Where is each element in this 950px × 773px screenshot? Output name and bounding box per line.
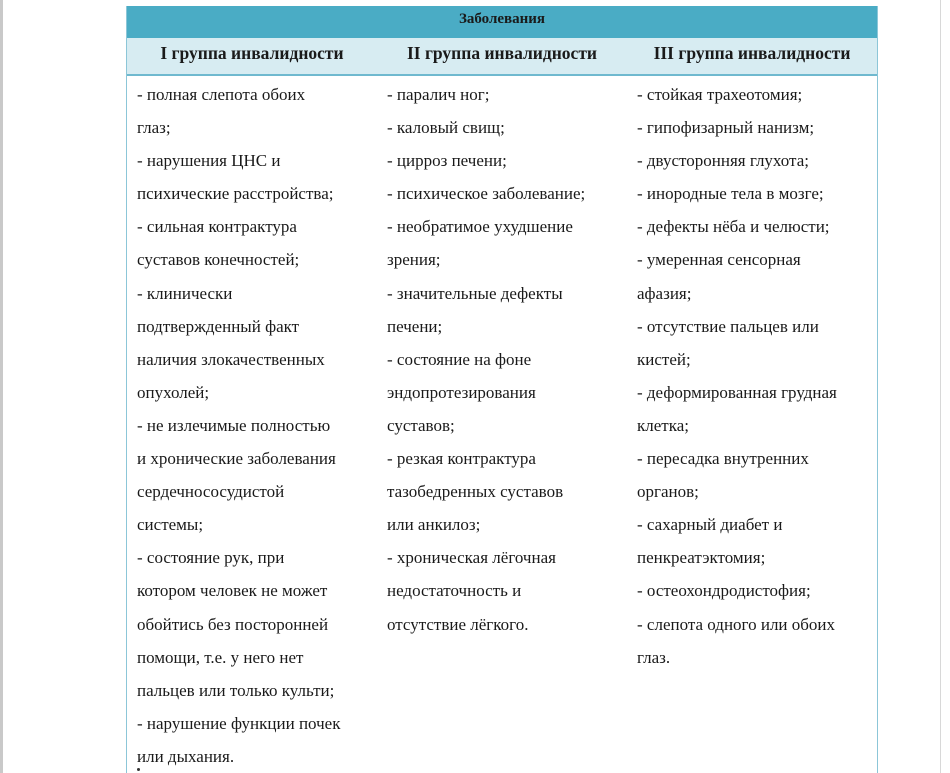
cell-line: котором человек не может [137,581,328,601]
header-group-3: III группа инвалидности [653,43,851,63]
cell-line: глаз; [137,118,171,138]
right-page-edge [940,0,941,773]
cell-line: и хронические заболевания [137,449,336,469]
left-page-edge [0,0,3,773]
header-group-1: I группа инвалидности [160,43,344,63]
cell-line: - нарушения ЦНС и [137,151,281,171]
cell-line: - гипофизарный нанизм; [637,118,815,138]
cell-line: - значительные дефекты [387,283,563,303]
cell-line: - состояние рук, при [137,548,285,568]
cell-line: эндопротезирования [387,382,536,402]
cell-line: наличия злокачественных [137,349,325,369]
column-group-3 [627,78,877,773]
cell-line: системы; [137,515,204,535]
cell-line: - умеренная сенсорная [637,250,801,270]
cell-line: - состояние на фоне [387,349,532,369]
cell-line: - не излечимые полностью [137,415,331,435]
table-body-row [127,76,877,773]
cell-line: кистей; [637,349,691,369]
cell-line: - остеохондродистофия; [637,581,811,601]
cell-line: - сильная контрактура [137,217,297,237]
cell-line: помощи, т.е. у него нет [137,647,304,667]
stray-mark [137,768,140,771]
cell-line: подтвержденный факт [137,316,300,336]
cell-line: глаз. [637,647,671,667]
cell-line: - двусторонняя глухота; [637,151,809,171]
cell-line: обойтись без посторонней [137,614,329,634]
cell-line: - деформированная грудная [637,382,837,402]
cell-line: - резкая контрактура [387,449,536,469]
column-group-2 [377,78,627,773]
cell-line: или анкилоз; [387,515,481,535]
cell-line: пальцев или только культи; [137,680,335,700]
cell-line: - клинически [137,283,233,303]
cell-line: сердечнососудистой [137,482,285,502]
cell-line: - пересадка внутренних [637,449,809,469]
cell-line: или дыхания. [137,746,235,766]
cell-line: - сахарный диабет и [637,515,783,535]
cell-line: - стойкая трахеотомия; [637,85,803,104]
cell-line: - отсутствие пальцев или [637,316,819,336]
cell-line: суставов; [387,415,455,435]
cell-line: тазобедренных суставов [387,482,564,502]
cell-line: афазия; [637,283,692,303]
table-header-row [127,38,877,76]
cell-line: - цирроз печени; [387,151,507,171]
cell-line: печени; [387,316,443,336]
cell-line: суставов конечностей; [137,250,300,270]
cell-line: - нарушение функции почек [137,713,341,733]
cell-line: - паралич ног; [387,85,490,104]
cell-line: - полная слепота обоих [137,85,306,104]
cell-line: психические расстройства; [137,184,334,204]
cell-line: - слепота одного или обоих [637,614,836,634]
table-title: Заболевания [127,6,877,38]
cell-line: - хроническая лёгочная [387,548,556,568]
cell-line: отсутствие лёгкого. [387,614,529,634]
cell-line: - инородные тела в мозге; [637,184,824,204]
cell-line: недостаточность и [387,581,522,601]
column-group-1 [127,78,377,773]
cell-line: - необратимое ухудшение [387,217,573,237]
cell-line: пенкреатэктомия; [637,548,766,568]
cell-line: клетка; [637,415,689,435]
cell-line: опухолей; [137,382,210,402]
cell-line: - каловый свищ; [387,118,505,138]
header-group-2: II группа инвалидности [406,43,598,63]
cell-line: - психическое заболевание; [387,184,586,204]
disability-groups-table [126,6,878,773]
cell-line: - дефекты нёба и челюсти; [637,217,830,237]
cell-line: зрения; [387,250,441,270]
cell-line: органов; [637,482,699,502]
